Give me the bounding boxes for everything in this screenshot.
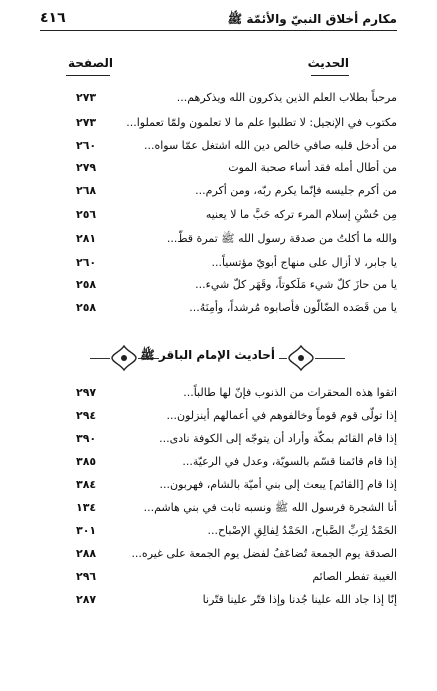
entry-text: الغيبة تفطر الصائم bbox=[312, 570, 397, 583]
index-entry bbox=[40, 277, 397, 297]
entry-text: إذا قام القائم بمكّة وأراد أن يتوجّه إلى الكوفة نادى... bbox=[159, 432, 397, 445]
entry-text: يا من قَصَده الضّالّون فأصابوه مُرشداً، وأمِنَهُ... bbox=[189, 301, 397, 314]
index-entry bbox=[40, 138, 397, 158]
entry-text: الصدقة يوم الجمعة تُضاعَفُ لفضل يوم الجمعة على غيره... bbox=[131, 547, 397, 560]
index-entry bbox=[40, 183, 397, 203]
index-entry bbox=[40, 90, 397, 110]
page-column-header: الصفحة bbox=[68, 56, 114, 70]
entry-text: أنا الشجرة فرسول الله ﷺ ونسبه ثابت في بني هاشم... bbox=[143, 501, 397, 514]
entry-page: ٢٥٨ bbox=[76, 278, 97, 291]
index-entry bbox=[40, 408, 397, 428]
index-entry bbox=[40, 160, 397, 180]
index-entry bbox=[40, 477, 397, 497]
entry-page: ٢٦٠ bbox=[76, 256, 97, 269]
entry-page: ٣٨٥ bbox=[76, 455, 97, 468]
entry-text: مكتوب في الإنجيل: لا تطلبوا علم ما لا تعلمون ولمّا تعملوا... bbox=[126, 116, 397, 129]
entry-page: ٢٦٨ bbox=[76, 184, 97, 197]
page-number: ٤١٦ bbox=[40, 10, 66, 26]
entry-page: ٢٦٠ bbox=[76, 139, 97, 152]
entry-page: ٢٩٤ bbox=[76, 409, 97, 422]
index-entry bbox=[40, 385, 397, 405]
index-entry bbox=[40, 500, 397, 520]
entry-text: من أكرم جليسه فإنّما يكرم ربّه، ومن أكرم... bbox=[195, 184, 397, 197]
book-title: مكارم أخلاق النبيّ والأئمّة ﷺ bbox=[227, 12, 397, 26]
index-entry bbox=[40, 569, 397, 589]
running-head bbox=[40, 7, 397, 29]
entry-text: والله ما أكلتُ من صدقة رسول الله ﷺ تمرة قطّ... bbox=[166, 232, 397, 245]
entry-text: الحَمْدُ لِرَبِّ الصَّباح، الحَمْدُ لِفالِقِ الإصْباح... bbox=[207, 524, 397, 537]
entry-page: ٢٨٧ bbox=[76, 593, 97, 606]
entry-text: إذا قام [القائم] يبعث إلى بني أميّة بالشام، فهربون... bbox=[159, 478, 397, 491]
index-entry bbox=[40, 255, 397, 275]
floral-ornament-icon bbox=[110, 344, 138, 372]
entry-text: اتقوا هذه المحقرات من الذنوب فإنّ لها طالباً... bbox=[183, 386, 397, 399]
entry-page: ٣٩٠ bbox=[76, 432, 97, 445]
index-entry bbox=[40, 115, 397, 135]
entry-page: ٢٧٩ bbox=[76, 161, 97, 174]
index-entry bbox=[40, 207, 397, 227]
index-entry bbox=[40, 231, 397, 251]
hadith-header-underline bbox=[311, 75, 349, 76]
entry-text: إذا تولّى قوم قوماً وخالفوهم في أعمالهم أينزلون... bbox=[166, 409, 397, 422]
page-header-underline bbox=[66, 75, 110, 76]
index-entry bbox=[40, 431, 397, 451]
entry-page: ٣٠١ bbox=[76, 524, 97, 537]
index-entry bbox=[40, 300, 397, 320]
index-entry bbox=[40, 523, 397, 543]
entry-page: ٢٩٧ bbox=[76, 386, 97, 399]
floral-ornament-icon bbox=[287, 344, 315, 372]
entry-page: ١٣٤ bbox=[76, 501, 97, 514]
entry-text: يا جابر، لا أزال على منهاج أبويّ مؤتسياً... bbox=[211, 256, 397, 269]
index-entry bbox=[40, 592, 397, 612]
entry-text: يا من حازَ كلّ شيء مَلَكوتاً، وقَهَر كلّ شيء... bbox=[195, 278, 397, 291]
entry-page: ٢٨١ bbox=[76, 232, 97, 245]
entry-page: ٢٧٣ bbox=[76, 91, 97, 104]
index-entry bbox=[40, 454, 397, 474]
entry-text: مرحباً بطلاب العلم الذين يذكرون الله ويذكرهم... bbox=[176, 91, 397, 104]
entry-page: ٢٧٣ bbox=[76, 116, 97, 129]
header-divider bbox=[40, 30, 397, 31]
entry-text: إنّا إذا جاد الله علينا جُدنا وإذا قتّر علينا قتّرنا bbox=[202, 593, 397, 606]
hadith-column-header: الحديث bbox=[307, 56, 349, 70]
entry-page: ٢٩٦ bbox=[76, 570, 97, 583]
entry-page: ٢٥٨ bbox=[76, 301, 97, 314]
entry-page: ٢٨٨ bbox=[76, 547, 97, 560]
entry-text: إذا قام قائمنا قسّم بالسويّة، وعدل في الرعيّة... bbox=[182, 455, 397, 468]
entry-page: ٣٨٤ bbox=[76, 478, 97, 491]
entry-text: من أدخل قلبه صافي خالص دين الله اشتغل عمّا سواه... bbox=[143, 139, 397, 152]
entry-text: مِن حُسْنِ إسلام المرء تركه حَبَّ ما لا يعنيه bbox=[205, 208, 397, 221]
entry-page: ٢٥٦ bbox=[76, 208, 97, 221]
section-title: أحاديث الإمام الباقر ﷺ bbox=[140, 348, 275, 362]
section-heading bbox=[90, 336, 345, 380]
index-entry bbox=[40, 546, 397, 566]
entry-text: من أطال أمله فقد أساء صحبة الموت bbox=[228, 161, 397, 174]
